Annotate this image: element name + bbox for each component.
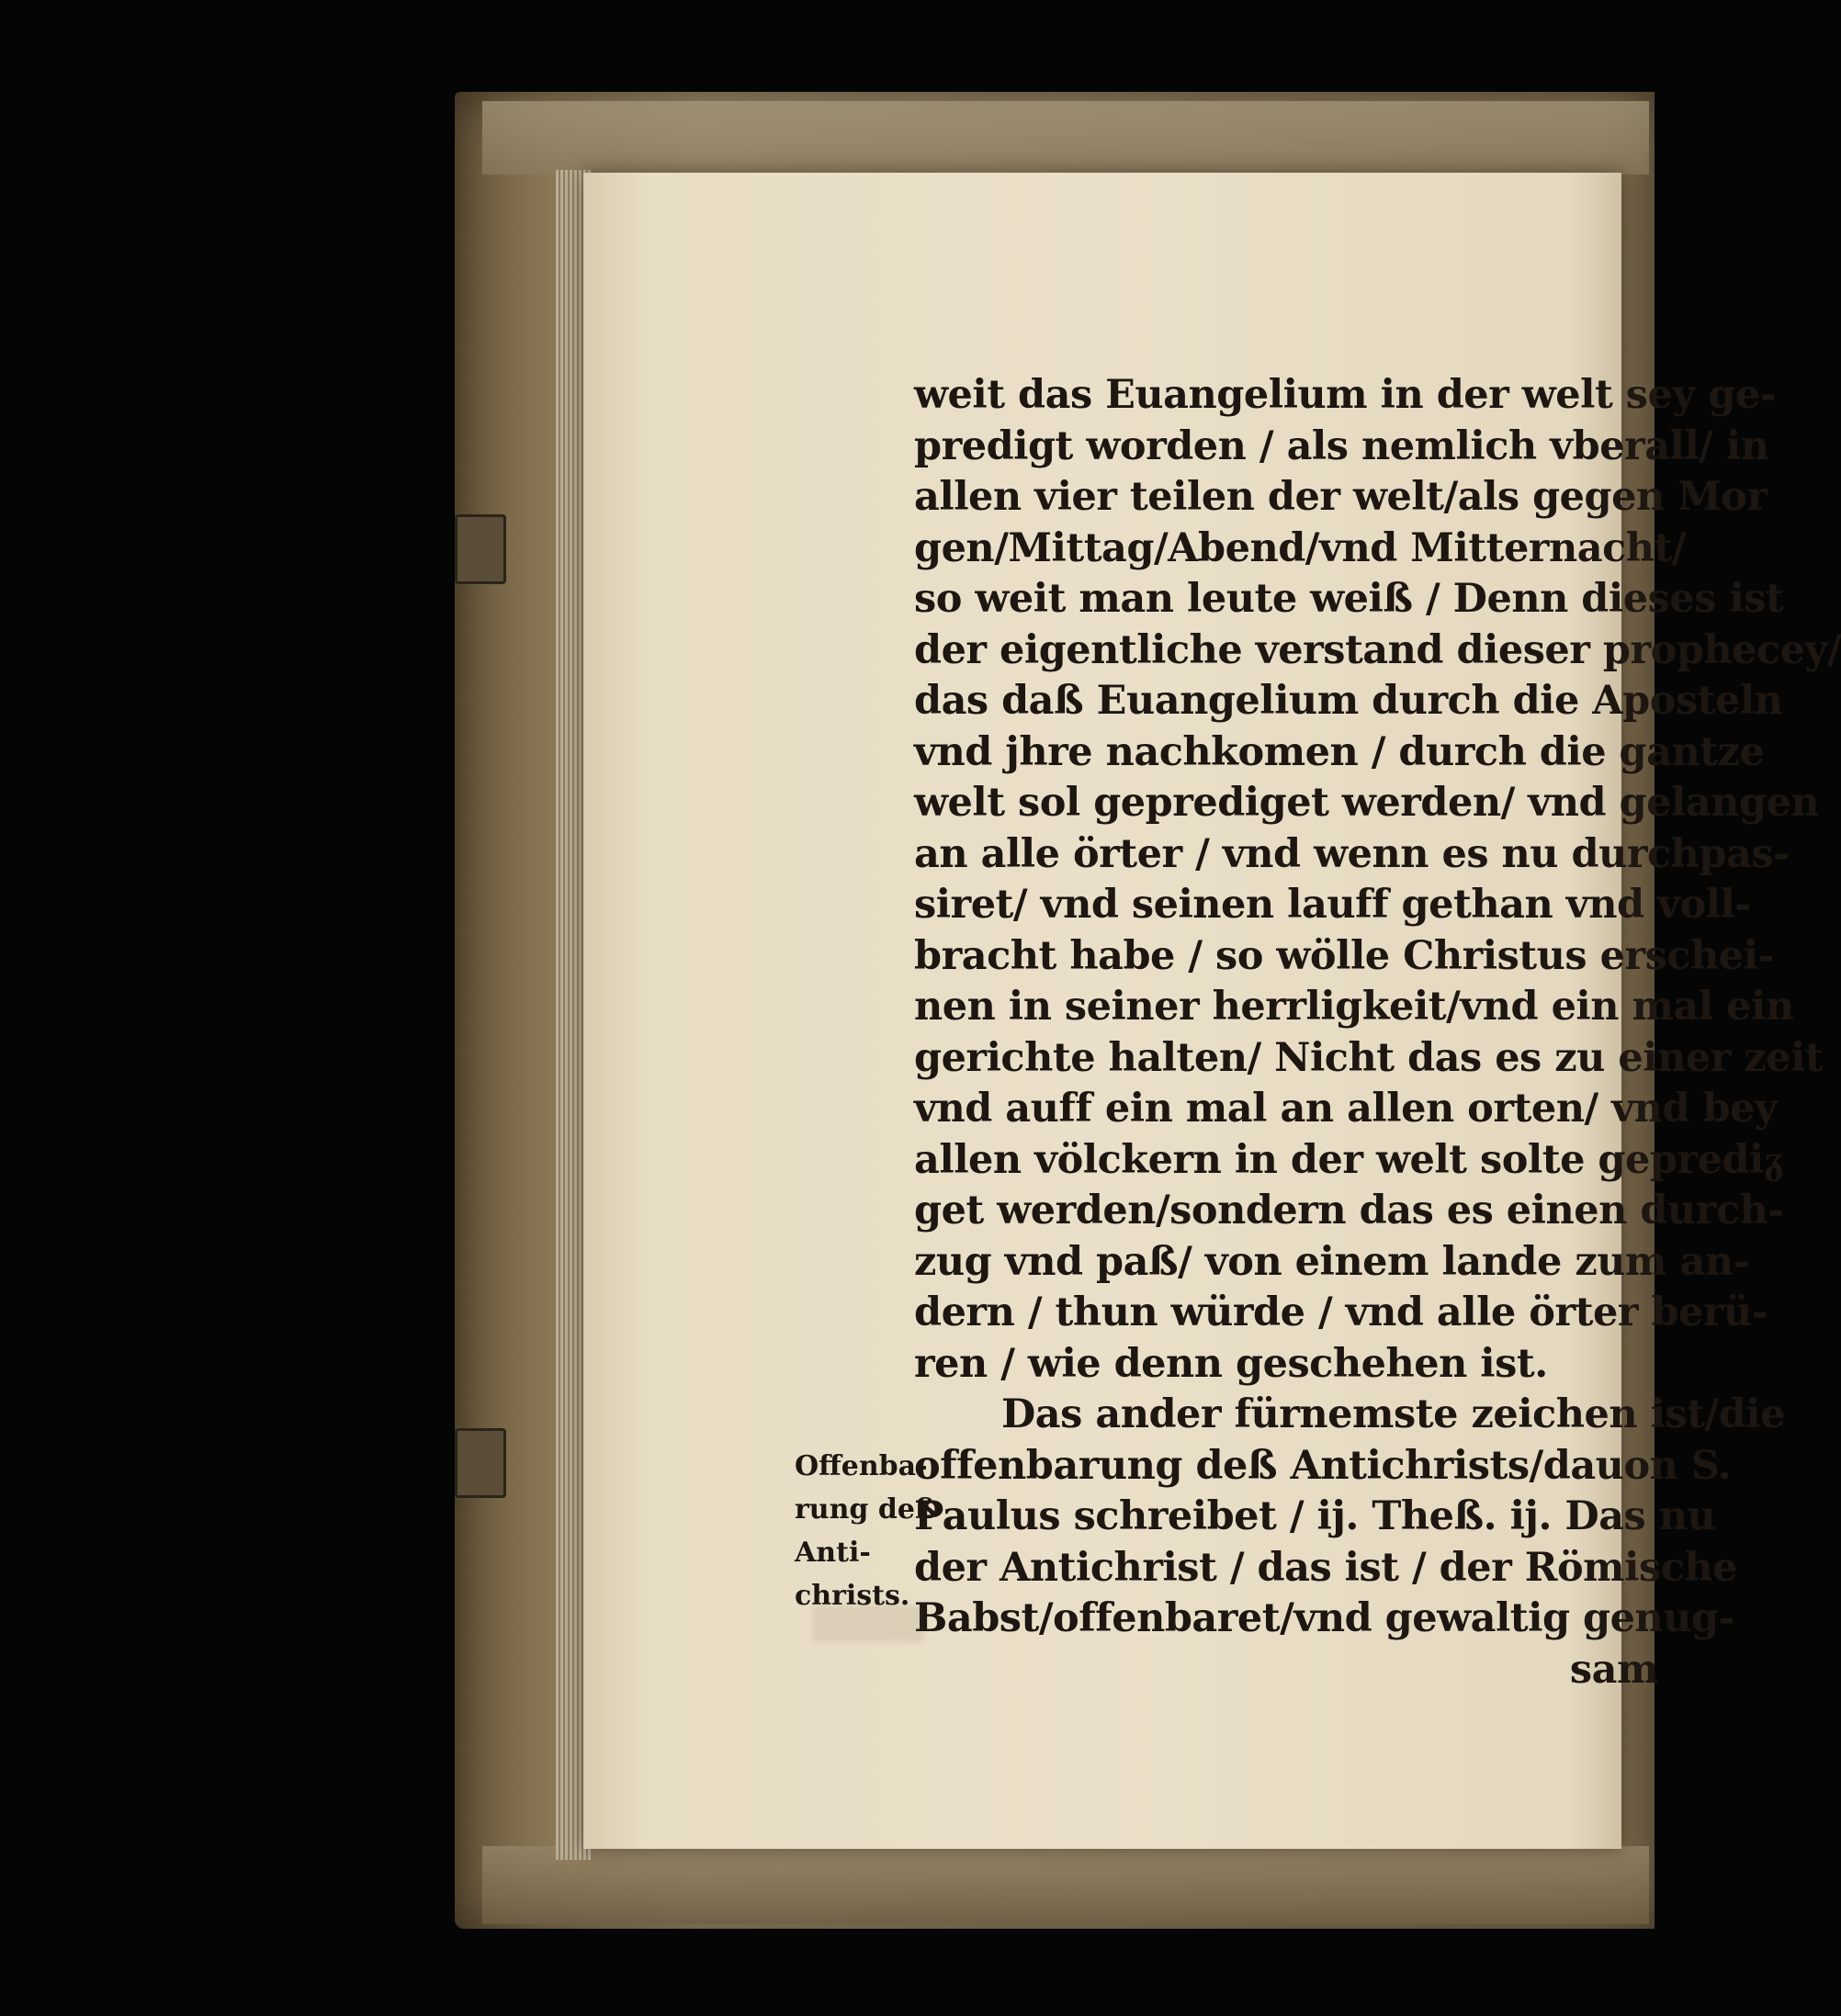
text-line: dern / thun würde / vnd alle örter berü- — [914, 1290, 1768, 1335]
clasp-bottom-icon — [455, 1428, 506, 1498]
text-line: allen vier teilen der welt/als gegen Mor — [914, 474, 1768, 520]
text-line: vnd auff ein mal an allen orten/ vnd bey — [914, 1086, 1778, 1132]
text-line: gen/Mittag/Abend/vnd Mitternacht/ — [914, 524, 1687, 571]
text-line: zug vnd paß/ von einem lande zum an- — [914, 1238, 1749, 1285]
book-page — [583, 173, 1841, 1849]
text-line: an alle örter / vnd wenn es nu durchpas- — [914, 830, 1790, 877]
text-line: predigt worden / als nemlich vberall/ in — [914, 422, 1769, 469]
text-line: siret/ vnd seinen lauff gethan vnd voll- — [914, 882, 1751, 928]
cover-fold-top — [482, 101, 1649, 175]
text-line: Paulus schreibet / ij. Theß. ij. Das nu — [914, 1493, 1716, 1539]
text-line: offenbarung deß Antichrists/dauon S. — [914, 1442, 1732, 1489]
text-line: ren / wie denn geschehen ist. — [914, 1340, 1548, 1387]
text-line: weit das Euangelium in der welt sey ge- — [914, 372, 1777, 418]
text-line: Babst/offenbaret/vnd gewaltig genug- — [914, 1595, 1734, 1641]
text-line: get werden/sondern das es einen durch- — [914, 1188, 1784, 1233]
margin-note-line: Anti- — [795, 1537, 871, 1569]
catchword: sam — [1569, 1646, 1658, 1693]
text-line: der Antichrist / das ist / der Römische — [914, 1544, 1737, 1591]
text-line: das daß Euangelium durch die Aposteln — [914, 678, 1783, 724]
text-line: gerichte halten/ Nicht das es zu einer zeit — [914, 1034, 1824, 1081]
text-line: vnd jhre nachkomen / durch die gantze — [914, 728, 1765, 775]
text-line: bracht habe / so wölle Christus erschei- — [914, 932, 1774, 979]
clasp-top-icon — [455, 514, 506, 584]
text-line: welt sol geprediget werden/ vnd gelangen — [914, 780, 1820, 826]
margin-note-line: Offenba- — [795, 1450, 928, 1482]
margin-note-line: christs. — [795, 1580, 910, 1612]
text-line: so weit man leute weiß / Denn dieses ist — [914, 576, 1784, 622]
book — [455, 92, 1841, 1929]
body-text — [914, 370, 1841, 1695]
cover-fold-bottom — [482, 1846, 1649, 1924]
text-line: allen völckern in der welt solte geprediᵹ — [914, 1136, 1784, 1183]
text-line: Das ander fürnemste zeichen ist/die — [1001, 1391, 1785, 1437]
margin-note — [795, 1445, 936, 1617]
text-line: nen in seiner herrligkeit/vnd ein mal ein — [914, 984, 1794, 1030]
ink-bleed — [813, 1605, 923, 1642]
margin-note-line: rung deß — [795, 1493, 936, 1526]
text-line: der eigentliche verstand dieser prophecey/ — [914, 626, 1841, 673]
